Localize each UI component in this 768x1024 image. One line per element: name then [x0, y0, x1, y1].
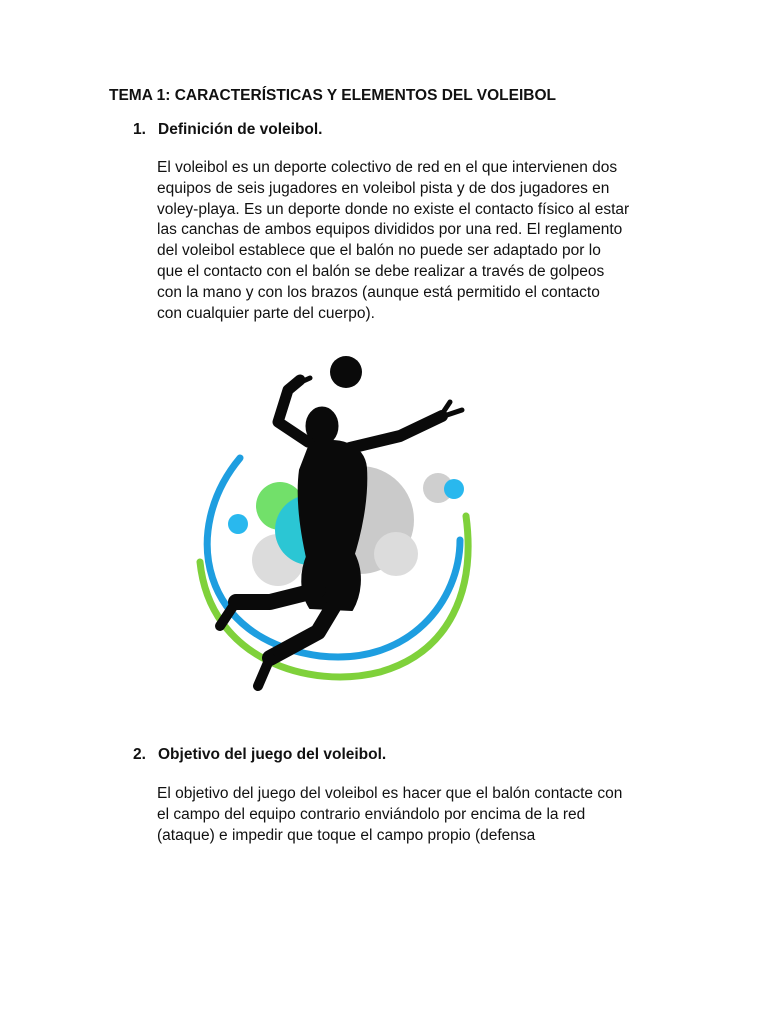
player-silhouette — [220, 378, 462, 686]
paragraph-line: el campo del equipo contrario enviándolo por encima de la red — [157, 805, 586, 823]
objective-paragraph — [157, 784, 677, 846]
cyan-dot-right — [444, 479, 464, 499]
paragraph-line: las canchas de ambos equipos divididos por una red. El reglamento — [157, 221, 623, 239]
paragraph-line: con la mano y con los brazos (aunque está permitido el contacto — [157, 283, 600, 301]
paragraph-line: El objetivo del juego del voleibol es hacer que el balón contacte con — [157, 785, 623, 802]
section-heading-objetivo — [133, 746, 386, 764]
paragraph-line: que el contacto con el balón se debe realizar a través de golpeos — [157, 262, 605, 280]
document-title: TEMA 1: CARACTERÍSTICAS Y ELEMENTOS DEL VOLEIBOL — [109, 87, 556, 104]
section-heading-definicion — [133, 121, 323, 139]
paragraph-line: voley-playa. Es un deporte donde no existe el contacto físico al estar — [157, 200, 630, 218]
paragraph-line: del voleibol establece que el balón no puede ser adaptado por lo — [157, 242, 601, 260]
volleyball-player-illustration — [160, 340, 480, 720]
volleyball-ball — [330, 356, 362, 388]
section-number: 1. — [133, 121, 146, 138]
paragraph-line: El voleibol es un deporte colectivo de red en el que intervienen dos — [157, 159, 618, 176]
definition-paragraph — [157, 158, 677, 324]
paragraph-line: equipos de seis jugadores en voleibol pista y de dos jugadores en — [157, 179, 610, 197]
gray-circle-small — [374, 532, 418, 576]
cyan-dot-left — [228, 514, 248, 534]
paragraph-line: (ataque) e impedir que toque el campo propio (defensa — [157, 826, 536, 844]
section-number: 2. — [133, 746, 146, 763]
paragraph-line: con cualquier parte del cuerpo). — [157, 304, 375, 322]
section-heading-text: Definición de voleibol. — [158, 121, 323, 138]
section-heading-text: Objetivo del juego del voleibol. — [158, 746, 387, 763]
